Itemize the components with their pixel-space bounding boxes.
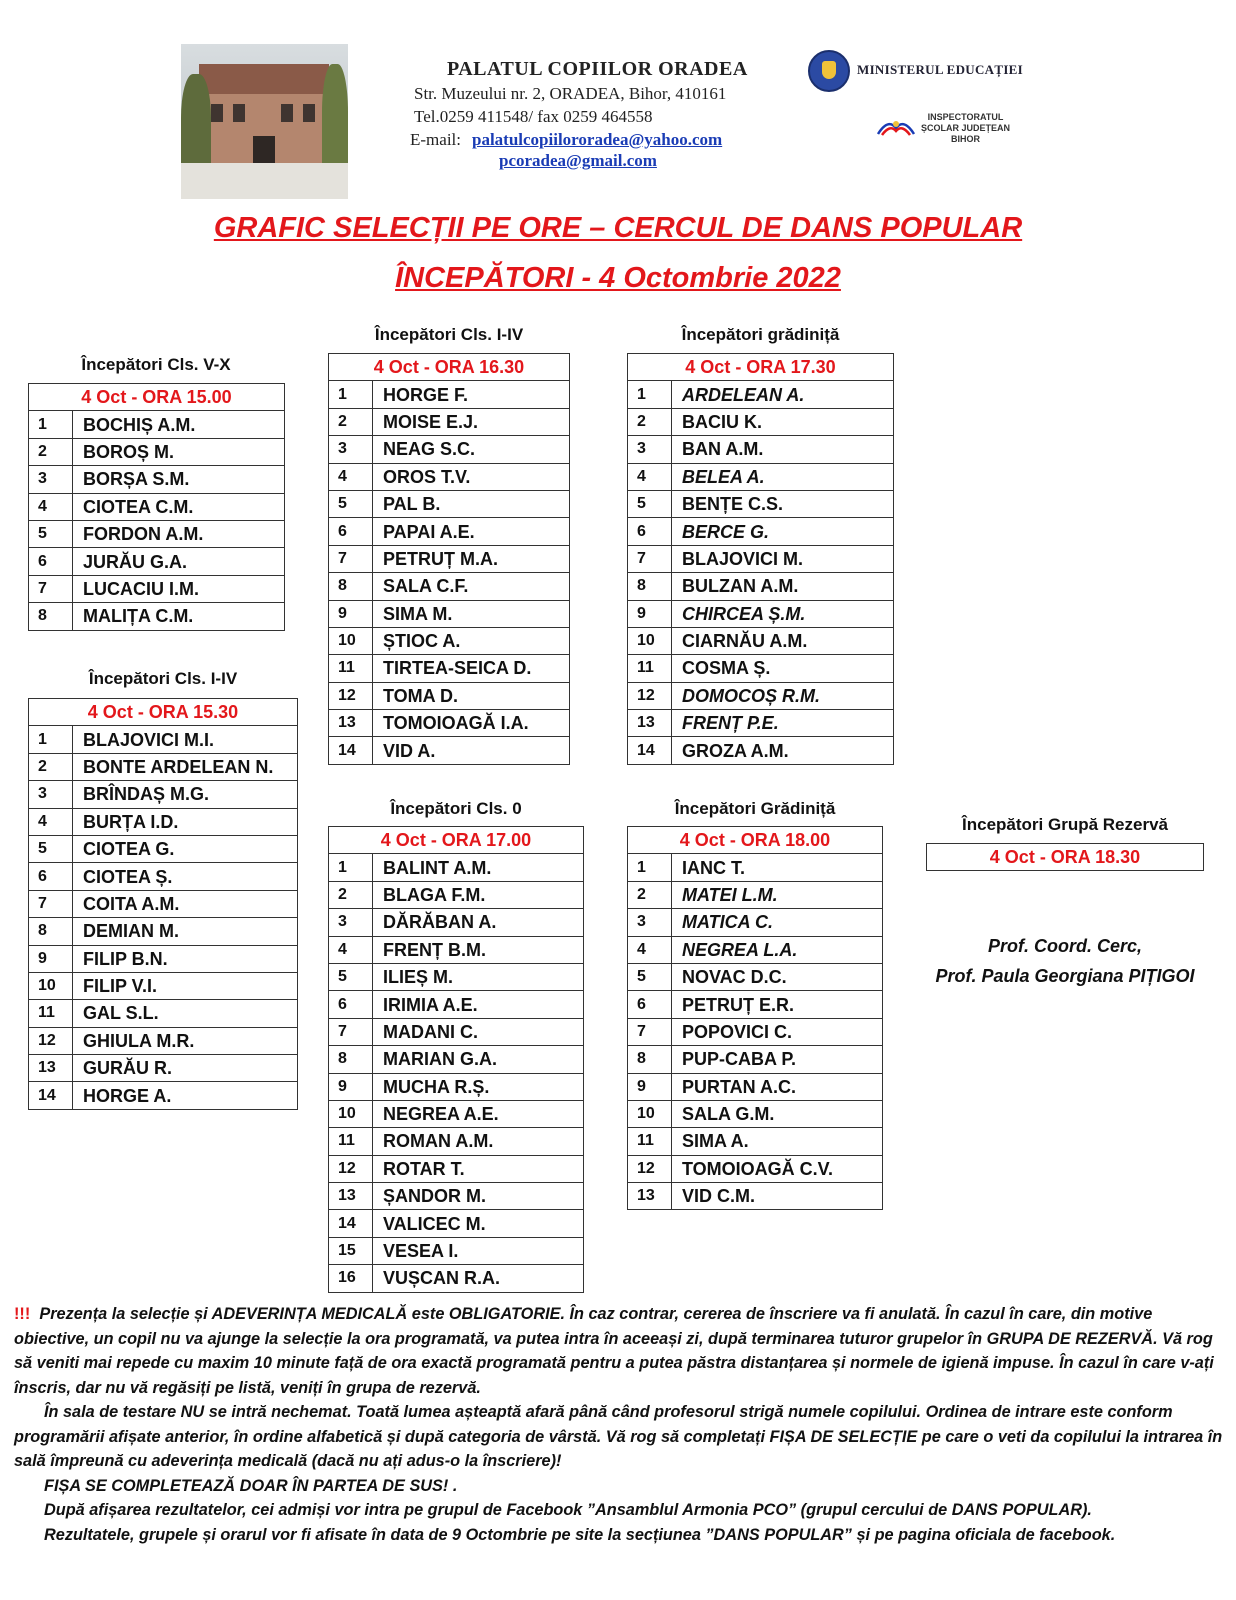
table-row [628,1183,883,1210]
row-number: 12 [29,1027,73,1054]
table-row [29,411,285,438]
table-row [628,909,883,936]
table-row [329,1018,584,1045]
row-number: 7 [329,1018,373,1045]
row-number: 9 [628,1073,672,1100]
row-number: 4 [628,936,672,963]
table-row [29,808,298,835]
row-number: 6 [329,991,373,1018]
student-name: SIMA M. [373,600,570,627]
table-row [628,490,894,517]
row-number: 10 [628,1100,672,1127]
student-name: ROMAN A.M. [373,1128,584,1155]
time-slot-header: 4 Oct - ORA 18.00 [628,827,883,854]
row-number: 11 [29,1000,73,1027]
row-number: 5 [29,835,73,862]
group-label-1800: Începători Grădiniță [674,799,836,818]
student-name: VESEA I. [373,1237,584,1264]
row-number: 8 [29,603,73,630]
student-name: BULZAN A.M. [672,573,894,600]
table-row [29,493,285,520]
table-row [628,1128,883,1155]
table-row [329,490,570,517]
time-slot-header: 4 Oct - ORA 17.00 [329,827,584,854]
table-row [628,991,883,1018]
student-name: COSMA Ș. [672,655,894,682]
table-row [628,854,883,881]
row-number: 11 [329,655,373,682]
row-number: 10 [329,627,373,654]
row-number: 8 [329,1046,373,1073]
row-number: 4 [29,493,73,520]
student-name: MATICA C. [672,909,883,936]
student-name: CIOTEA Ș. [73,863,298,890]
row-number: 9 [29,945,73,972]
student-name: MARIAN G.A. [373,1046,584,1073]
row-number: 5 [329,963,373,990]
student-name: PAL B. [373,490,570,517]
row-number: 13 [628,710,672,737]
student-name: BOROȘ M. [73,438,285,465]
row-number: 5 [29,520,73,547]
table-row [329,682,570,709]
row-number: 5 [329,490,373,517]
table-row [329,1237,584,1264]
row-number: 8 [628,1046,672,1073]
page-subtitle: ÎNCEPĂTORI - 4 Octombrie 2022 [395,262,841,294]
table-row [29,520,285,547]
roster-table-1800 [627,826,883,1210]
table-row [329,463,570,490]
row-number: 13 [29,1055,73,1082]
student-name: BELEA A. [672,463,894,490]
row-number: 4 [29,808,73,835]
row-number: 2 [29,753,73,780]
student-name: CIARNĂU A.M. [672,627,894,654]
row-number: 8 [628,573,672,600]
row-number: 6 [29,863,73,890]
table-row [329,436,570,463]
student-name: FRENȚ P.E. [672,710,894,737]
note-3: FIȘA SE COMPLETEAZĂ DOAR ÎN PARTEA DE SUS! . [44,1476,458,1495]
ministry-name: MINISTERUL EDUCAȚIEI [857,62,1024,77]
row-number: 3 [628,909,672,936]
student-name: POPOVICI C. [672,1018,883,1045]
row-number: 13 [628,1183,672,1210]
student-name: CHIRCEA Ș.M. [672,600,894,627]
table-row [329,1046,584,1073]
student-name: VALICEC M. [373,1210,584,1237]
row-number: 4 [329,936,373,963]
row-number: 12 [628,682,672,709]
row-number: 9 [628,600,672,627]
email-link-gmail[interactable]: pcoradea@gmail.com [499,151,657,170]
student-name: SIMA A. [672,1128,883,1155]
table-row [628,936,883,963]
table-row [329,1210,584,1237]
signature-line-1: Prof. Coord. Cerc, [987,936,1143,956]
row-number: 1 [628,854,672,881]
time-slot-header: 4 Oct - ORA 17.30 [628,354,894,381]
table-row [628,710,894,737]
row-number: 14 [329,1210,373,1237]
table-row [29,781,298,808]
student-name: BURȚA I.D. [73,808,298,835]
table-row [329,737,570,764]
table-row [329,600,570,627]
table-row [329,1128,584,1155]
student-name: HORGE A. [73,1082,298,1109]
row-number: 8 [329,573,373,600]
table-row [29,1082,298,1109]
note-5: Rezultatele, grupele și orarul vor fi afisate în data de 9 Octombrie pe site la secțiunea ”DANS POPULAR” și pe pagina oficiala de facebook. [44,1525,1116,1544]
student-name: LUCACIU I.M. [73,575,285,602]
table-row [628,600,894,627]
student-name: MALIȚA C.M. [73,603,285,630]
note-2: În sala de testare NU se intră nechemat. Toată lumea așteaptă afară până când profesorul strigă numele copilului. Ordinea de intrare este conform programării afișate anterior, în ordine alfabetică și după categoria de vârstă. Vă rog să completați FIȘA DE SELECȚIE pe care o veti da copilului la intrarea în sală împreună cu adeverința medicală (dacă nu ați adus-o la înscriere)! [14,1403,1223,1470]
table-row [29,438,285,465]
student-name: ILIEȘ M. [373,963,584,990]
row-number: 3 [29,781,73,808]
student-name: ROTAR T. [373,1155,584,1182]
row-number: 16 [329,1265,373,1292]
table-row [329,881,584,908]
table-row [329,408,570,435]
table-row [628,1018,883,1045]
student-name: NEGREA A.E. [373,1100,584,1127]
row-number: 3 [628,436,672,463]
table-row [628,963,883,990]
student-name: BONTE ARDELEAN N. [73,753,298,780]
row-number: 6 [628,518,672,545]
student-name: PUP-CABA P. [672,1046,883,1073]
table-row [628,737,894,764]
table-row [29,548,285,575]
note-1: !!! Prezența la selecție și ADEVERINȚA MEDICALĂ este OBLIGATORIE. În caz contrar, cererea de înscriere va fi anulată. În cazul în care, din motive obiective, un copil nu va ajunge la selecție la ora programată, va putea intra în aceeași zi, după terminarea tuturor grupelor în GRUPA DE REZERVĂ. Vă rog să veniti mai repede cu maxim 10 minute față de ora exactă programată pentru a putea păstra distanțarea și normele de igienă impuse. În cazul în care v-ați înscris, dar nu vă regăsiți pe listă, veniți în grupa de rezervă. [14,1305,1214,1397]
table-row [628,1073,883,1100]
row-number: 4 [628,463,672,490]
table-row [29,726,298,753]
student-name: PURTAN A.C. [672,1073,883,1100]
student-name: NEAG S.C. [373,436,570,463]
group-label-1830: Începători Grupă Rezervă [962,815,1168,834]
table-row [29,972,298,999]
row-number: 14 [329,737,373,764]
table-row [329,1100,584,1127]
table-row [29,466,285,493]
row-number: 1 [329,854,373,881]
table-row [329,518,570,545]
table-row [628,1155,883,1182]
table-row [329,627,570,654]
student-name: BAN A.M. [672,436,894,463]
notes-block [14,1302,1224,1547]
group-label-1730: Începători grădiniță [681,325,840,344]
student-name: GROZA A.M. [672,737,894,764]
student-name: BOCHIȘ A.M. [73,411,285,438]
student-name: NOVAC D.C. [672,963,883,990]
signature-line-2: Prof. Paula Georgiana PIȚIGOI [935,966,1195,986]
isj-name: INSPECTORATUL ȘCOLAR JUDEȚEAN BIHOR [921,112,1011,144]
table-row [29,1027,298,1054]
row-number: 2 [628,881,672,908]
table-row [29,863,298,890]
row-number: 3 [329,909,373,936]
table-row [628,463,894,490]
building-photo [181,44,348,199]
email-label: E-mail: [410,130,461,149]
student-name: FILIP B.N. [73,945,298,972]
table-row [329,573,570,600]
institution-phone: Tel.0259 411548/ fax 0259 464558 [414,107,653,126]
table-row [329,963,584,990]
row-number: 1 [29,726,73,753]
table-row [329,1073,584,1100]
student-name: BLAJOVICI M.I. [73,726,298,753]
row-number: 5 [628,963,672,990]
row-number: 14 [628,737,672,764]
table-row [329,655,570,682]
table-row [329,854,584,881]
table-row [329,909,584,936]
page-title: GRAFIC SELECȚII PE ORE – CERCUL DE DANS POPULAR [213,212,1023,244]
table-row [628,881,883,908]
table-row [628,627,894,654]
row-number: 2 [628,408,672,435]
student-name: BRÎNDAȘ M.G. [73,781,298,808]
student-name: HORGE F. [373,381,570,408]
student-name: VUȘCAN R.A. [373,1265,584,1292]
student-name: FILIP V.I. [73,972,298,999]
roster-table-1700 [328,826,584,1293]
row-number: 6 [628,991,672,1018]
row-number: 10 [29,972,73,999]
row-number: 13 [329,710,373,737]
student-name: DĂRĂBAN A. [373,909,584,936]
table-row [329,991,584,1018]
ministry-emblem-icon [808,50,850,92]
table-row [329,381,570,408]
group-label-1630: Începători Cls. I-IV [374,325,524,344]
student-name: BERCE G. [672,518,894,545]
student-name: BENȚE C.S. [672,490,894,517]
student-name: GAL S.L. [73,1000,298,1027]
row-number: 13 [329,1183,373,1210]
table-row [628,573,894,600]
group-label-1530: Începători Cls. I-IV [88,669,238,688]
roster-table-1530 [28,698,298,1110]
table-row [29,890,298,917]
table-row [329,1265,584,1292]
student-name: PAPAI A.E. [373,518,570,545]
table-row [628,381,894,408]
roster-table-1630 [328,353,570,765]
student-name: IRIMIA A.E. [373,991,584,1018]
student-name: CIOTEA C.M. [73,493,285,520]
table-row [329,710,570,737]
table-row [29,1055,298,1082]
row-number: 7 [29,890,73,917]
table-row [29,575,285,602]
time-slot-header: 4 Oct - ORA 15.00 [29,384,285,411]
note-4: După afișarea rezultatelor, cei admiși vor intra pe grupul de Facebook ”Ansamblul Armonia PCO” (grupul cercului de DANS POPULAR). [44,1501,1092,1519]
student-name: MATEI L.M. [672,881,883,908]
row-number: 1 [628,381,672,408]
row-number: 10 [628,627,672,654]
row-number: 2 [29,438,73,465]
student-name: CIOTEA G. [73,835,298,862]
row-number: 5 [628,490,672,517]
table-row [329,1155,584,1182]
row-number: 9 [329,600,373,627]
row-number: 12 [329,682,373,709]
student-name: SALA C.F. [373,573,570,600]
group-label-1500: Începători Cls. V-X [81,355,231,374]
student-name: BLAGA F.M. [373,881,584,908]
table-row [29,603,285,630]
table-row [29,1000,298,1027]
time-slot-header: 4 Oct - ORA 18.30 [927,844,1204,871]
row-number: 11 [329,1128,373,1155]
row-number: 14 [29,1082,73,1109]
student-name: VID C.M. [672,1183,883,1210]
table-row [628,1100,883,1127]
student-name: COITA A.M. [73,890,298,917]
student-name: PETRUȚ E.R. [672,991,883,1018]
table-row [329,1183,584,1210]
student-name: MUCHA R.Ș. [373,1073,584,1100]
table-row [628,1046,883,1073]
student-name: FRENȚ B.M. [373,936,584,963]
table-row [628,682,894,709]
student-name: BALINT A.M. [373,854,584,881]
institution-address: Str. Muzeului nr. 2, ORADEA, Bihor, 410161 [414,84,727,103]
row-number: 2 [329,408,373,435]
time-slot-header: 4 Oct - ORA 16.30 [329,354,570,381]
table-row [29,918,298,945]
row-number: 2 [329,881,373,908]
student-name: TOMA D. [373,682,570,709]
row-number: 6 [29,548,73,575]
table-row [628,408,894,435]
row-number: 10 [329,1100,373,1127]
row-number: 7 [628,545,672,572]
table-row [29,753,298,780]
row-number: 12 [329,1155,373,1182]
roster-table-1730 [627,353,894,765]
student-name: ȘANDOR M. [373,1183,584,1210]
table-row [628,545,894,572]
row-number: 11 [628,1128,672,1155]
student-name: MADANI C. [373,1018,584,1045]
row-number: 7 [29,575,73,602]
row-number: 12 [628,1155,672,1182]
student-name: PETRUȚ M.A. [373,545,570,572]
student-name: ARDELEAN A. [672,381,894,408]
institution-name: PALATUL COPIILOR ORADEA [447,58,748,80]
student-name: ȘTIOC A. [373,627,570,654]
isj-logo-icon [874,116,918,138]
email-link-yahoo[interactable]: palatulcopiilororadea@yahoo.com [472,130,723,149]
table-row [29,945,298,972]
student-name: VID A. [373,737,570,764]
student-name: TIRTEA-SEICA D. [373,655,570,682]
student-name: BLAJOVICI M. [672,545,894,572]
roster-table-1500 [28,383,285,631]
row-number: 1 [29,411,73,438]
student-name: DOMOCOȘ R.M. [672,682,894,709]
row-number: 7 [628,1018,672,1045]
row-number: 4 [329,463,373,490]
row-number: 1 [329,381,373,408]
student-name: SALA G.M. [672,1100,883,1127]
row-number: 15 [329,1237,373,1264]
row-number: 3 [329,436,373,463]
student-name: FORDON A.M. [73,520,285,547]
row-number: 8 [29,918,73,945]
student-name: OROS T.V. [373,463,570,490]
row-number: 11 [628,655,672,682]
table-row [628,518,894,545]
table-row [329,545,570,572]
row-number: 7 [329,545,373,572]
student-name: GURĂU R. [73,1055,298,1082]
row-number: 3 [29,466,73,493]
table-row [628,655,894,682]
table-row [29,835,298,862]
student-name: BORȘA S.M. [73,466,285,493]
student-name: IANC T. [672,854,883,881]
table-row [628,436,894,463]
row-number: 6 [329,518,373,545]
student-name: JURĂU G.A. [73,548,285,575]
group-label-1700: Începători Cls. 0 [390,799,522,818]
row-number: 9 [329,1073,373,1100]
student-name: GHIULA M.R. [73,1027,298,1054]
time-slot-header: 4 Oct - ORA 15.30 [29,699,298,726]
student-name: TOMOIOAGĂ I.A. [373,710,570,737]
student-name: NEGREA L.A. [672,936,883,963]
table-row [329,936,584,963]
student-name: TOMOIOAGĂ C.V. [672,1155,883,1182]
student-name: DEMIAN M. [73,918,298,945]
roster-table-1830 [926,843,1204,871]
student-name: BACIU K. [672,408,894,435]
student-name: MOISE E.J. [373,408,570,435]
